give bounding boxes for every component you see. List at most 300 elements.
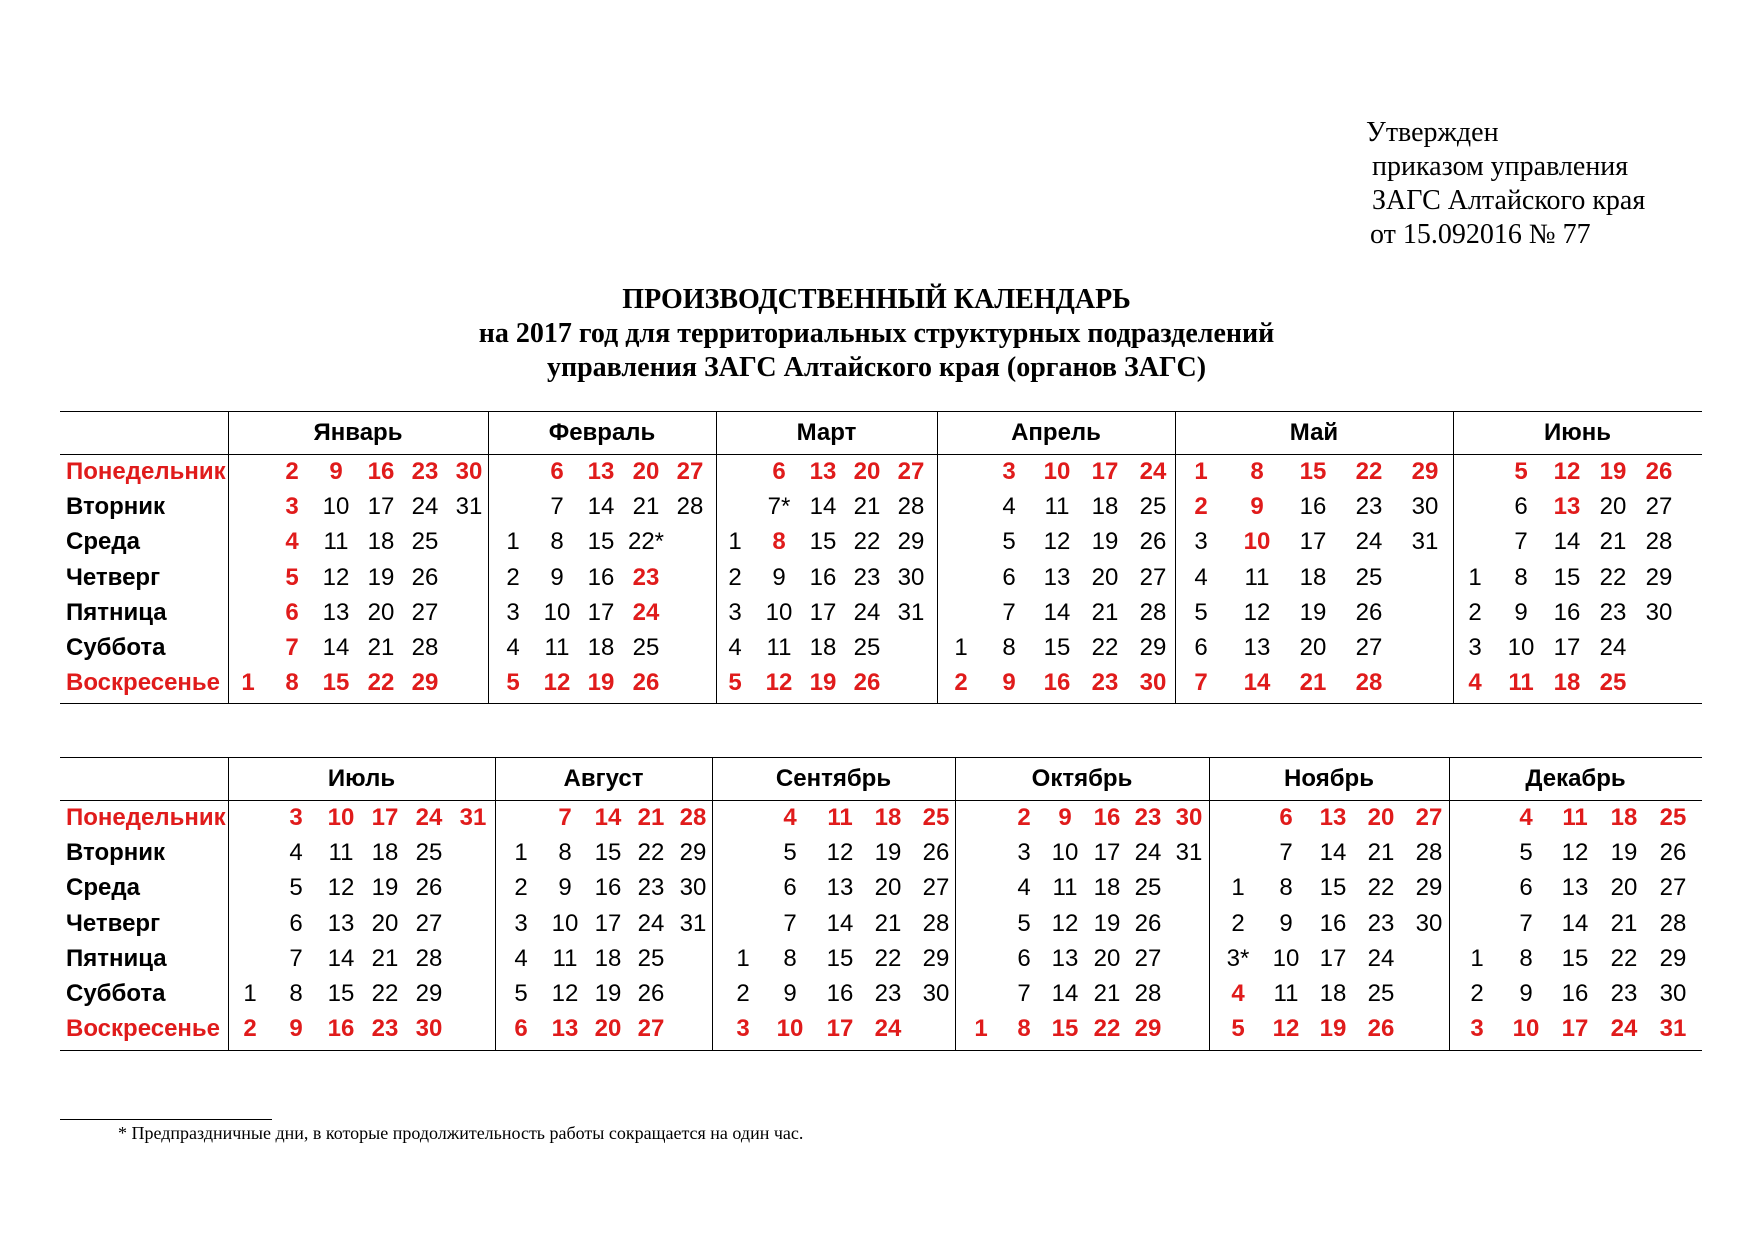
calendar-day: 9 [558, 874, 572, 902]
calendar-day: 27 [897, 458, 925, 485]
column-separator [937, 412, 938, 703]
calendar-day: 17 [371, 804, 399, 831]
calendar-day: 25 [1139, 493, 1167, 521]
calendar-day: 16 [1299, 493, 1327, 521]
calendar-day: 21 [632, 493, 660, 521]
calendar-day: 4 [1002, 493, 1016, 521]
calendar-day: 27 [411, 598, 439, 626]
calendar-day: 14 [1051, 980, 1079, 1007]
calendar-day: 9 [1002, 669, 1016, 697]
calendar-day: 13 [327, 909, 355, 937]
calendar-day: 21 [874, 909, 902, 937]
calendar-day: 11 [1052, 874, 1078, 902]
calendar-day: 9 [289, 1015, 303, 1043]
month-name: Март [796, 419, 857, 446]
calendar-day: 20 [874, 874, 902, 902]
calendar-day: 26 [1367, 1015, 1395, 1043]
calendar-day: 29 [1415, 874, 1443, 902]
calendar-day: 19 [1093, 909, 1121, 937]
calendar-day: 1 [1231, 874, 1245, 902]
calendar-day: 18 [1610, 804, 1638, 831]
calendar-day: 6 [285, 598, 299, 626]
calendar-day: 19 [1610, 839, 1638, 867]
calendar-day: 17 [1299, 528, 1327, 556]
calendar-day: 17 [1561, 1015, 1589, 1043]
weekday-label: Четверг [66, 909, 161, 937]
calendar-day: 16 [1043, 669, 1071, 697]
calendar-day: 9 [783, 980, 797, 1007]
calendar-day: 11 [323, 528, 349, 556]
calendar-day: 29 [679, 839, 707, 867]
calendar-day: 15 [587, 528, 615, 556]
calendar-day: 23 [632, 563, 660, 591]
calendar-day: 29 [411, 669, 439, 697]
calendar-day: 19 [1299, 598, 1327, 626]
calendar-day: 15 [809, 528, 837, 556]
calendar-day: 7 [550, 493, 564, 521]
weekday-label: Суббота [66, 634, 166, 661]
calendar-day: 2 [728, 563, 742, 591]
calendar-day: 5 [1231, 1015, 1245, 1043]
calendar-day: 2 [514, 874, 528, 902]
month-name: Декабрь [1525, 765, 1626, 792]
calendar-day: 19 [874, 839, 902, 867]
calendar-day: 12 [1243, 598, 1271, 626]
calendar-day: 13 [1561, 874, 1589, 902]
calendar-day: 7* [767, 493, 791, 521]
calendar-day: 18 [367, 528, 395, 556]
calendar-day: 19 [587, 669, 615, 697]
calendar-day: 25 [922, 804, 950, 831]
calendar-day: 11 [552, 944, 578, 972]
calendar-day: 30 [679, 874, 707, 902]
calendar-day: 15 [1299, 458, 1327, 485]
calendar-day: 24 [1599, 634, 1627, 661]
calendar-day: 14 [1319, 839, 1347, 867]
calendar-day: 20 [371, 909, 399, 937]
calendar-day: 18 [371, 839, 399, 867]
calendar-day: 23 [1367, 909, 1395, 937]
calendar-day: 22 [1367, 874, 1395, 902]
calendar-day: 12 [1043, 528, 1071, 556]
calendar-day: 23 [853, 563, 881, 591]
calendar-day: 13 [1043, 563, 1071, 591]
calendar-day: 24 [1610, 1015, 1638, 1043]
calendar-day: 15 [1051, 1015, 1079, 1043]
calendar-day: 27 [922, 874, 950, 902]
calendar-day: 28 [1415, 839, 1443, 867]
calendar-day: 29 [897, 528, 925, 556]
calendar-day: 7 [1017, 980, 1031, 1007]
calendar-day: 11 [1508, 669, 1534, 697]
calendar-day: 4 [1519, 804, 1533, 831]
calendar-day: 31 [1411, 528, 1439, 556]
calendar-day: 25 [1599, 669, 1627, 697]
calendar-day: 25 [1134, 874, 1162, 902]
calendar-day: 8 [285, 669, 299, 697]
calendar-day: 16 [1319, 909, 1347, 937]
calendar-day: 11 [1562, 804, 1588, 831]
calendar-day: 26 [1134, 909, 1162, 937]
calendar-day: 22 [1355, 458, 1383, 485]
calendar-day: 11 [1244, 563, 1270, 591]
weekday-label: Понедельник [66, 804, 226, 831]
calendar-day: 24 [1134, 839, 1162, 867]
calendar-day: 2 [736, 980, 750, 1007]
calendar-day: 24 [1355, 528, 1383, 556]
footnote-separator [60, 1119, 272, 1120]
calendar-day: 21 [1299, 669, 1327, 697]
calendar-day: 23 [1134, 804, 1162, 831]
calendar-day: 9 [329, 458, 343, 485]
calendar-day: 14 [1553, 528, 1581, 556]
calendar-day: 18 [874, 804, 902, 831]
calendar-day: 11 [1044, 493, 1070, 521]
calendar-day: 20 [1599, 493, 1627, 521]
calendar-day: 30 [1659, 980, 1687, 1007]
calendar-day: 24 [853, 598, 881, 626]
calendar-day: 2 [506, 563, 520, 591]
title-line-1: ПРОИЗВОДСТВЕННЫЙ КАЛЕНДАРЬ [622, 284, 1131, 315]
calendar-day: 27 [676, 458, 704, 485]
calendar-day: 8 [558, 839, 572, 867]
calendar-day: 12 [1051, 909, 1079, 937]
calendar-day: 30 [897, 563, 925, 591]
calendar-day: 11 [827, 804, 853, 831]
calendar-day: 20 [1093, 944, 1121, 972]
weekday-label: Понедельник [66, 458, 226, 485]
calendar-day: 8 [1017, 1015, 1031, 1043]
calendar-day: 20 [367, 598, 395, 626]
weekday-label: Среда [66, 528, 140, 556]
calendar-day: 28 [1355, 669, 1383, 697]
calendar-day: 17 [809, 598, 837, 626]
calendar-day: 22 [367, 669, 395, 697]
calendar-day: 20 [1091, 563, 1119, 591]
calendar-day: 20 [853, 458, 881, 485]
calendar-day: 3 [1194, 528, 1208, 556]
calendar-day: 13 [587, 458, 615, 485]
calendar-day: 12 [1272, 1015, 1300, 1043]
calendar-day: 5 [506, 669, 520, 697]
calendar-day: 2 [1194, 493, 1208, 521]
calendar-day: 30 [1139, 669, 1167, 697]
calendar-day: 4 [1231, 980, 1245, 1007]
calendar-day: 6 [783, 874, 797, 902]
calendar-day: 10 [1043, 458, 1071, 485]
calendar-day: 22 [371, 980, 399, 1007]
calendar-day: 5 [1194, 598, 1208, 626]
calendar-day: 18 [594, 944, 622, 972]
calendar-day: 14 [327, 944, 355, 972]
weekday-label: Среда [66, 874, 140, 902]
calendar-day: 16 [587, 563, 615, 591]
calendar-day: 26 [1645, 458, 1673, 485]
calendar-day: 17 [826, 1015, 854, 1043]
calendar-day: 17 [1319, 944, 1347, 972]
calendar-day: 23 [874, 980, 902, 1007]
calendar-day: 15 [327, 980, 355, 1007]
calendar-day: 29 [415, 980, 443, 1007]
calendar-day: 7 [783, 909, 797, 937]
column-separator [495, 758, 496, 1050]
calendar-day: 14 [826, 909, 854, 937]
calendar-day: 18 [587, 634, 615, 661]
calendar-day: 22 [637, 839, 665, 867]
calendar-day: 4 [514, 944, 528, 972]
calendar-day: 11 [1273, 980, 1299, 1007]
calendar-day: 20 [1299, 634, 1327, 661]
calendar-day: 30 [415, 1015, 443, 1043]
calendar-day: 16 [367, 458, 395, 485]
calendar-day: 25 [1659, 804, 1687, 831]
calendar-day: 21 [371, 944, 399, 972]
calendar-day: 3* [1226, 944, 1250, 972]
calendar-day: 10 [776, 1015, 804, 1043]
calendar-day: 8 [1279, 874, 1293, 902]
calendar-day: 3 [1017, 839, 1031, 867]
calendar-day: 28 [1659, 909, 1687, 937]
calendar-day: 6 [1194, 634, 1208, 661]
calendar-day: 18 [1319, 980, 1347, 1007]
calendar-day: 7 [558, 804, 572, 831]
calendar-day: 25 [1355, 563, 1383, 591]
calendar-day: 31 [679, 909, 707, 937]
calendar-day: 22 [1599, 563, 1627, 591]
calendar-day: 19 [371, 874, 399, 902]
calendar-day: 16 [594, 874, 622, 902]
calendar-day: 4 [1017, 874, 1031, 902]
calendar-day: 4 [728, 634, 742, 661]
calendar-day: 10 [327, 804, 355, 831]
calendar-day: 11 [766, 634, 792, 661]
calendar-day: 1 [954, 634, 968, 661]
calendar-day: 10 [322, 493, 350, 521]
calendar-day: 4 [285, 528, 299, 556]
approval-line-3: ЗАГС Алтайского края [1372, 185, 1646, 216]
title-line-2: на 2017 год для территориальных структурных подразделений [478, 318, 1275, 349]
calendar-day: 12 [1561, 839, 1589, 867]
calendar-day: 15 [322, 669, 350, 697]
calendar-day: 15 [1561, 944, 1589, 972]
calendar-day: 25 [853, 634, 881, 661]
calendar-day: 12 [765, 669, 793, 697]
calendar-day: 28 [1645, 528, 1673, 556]
calendar-day: 14 [322, 634, 350, 661]
calendar-day: 16 [1553, 598, 1581, 626]
calendar-day: 30 [1645, 598, 1673, 626]
calendar-day: 28 [1134, 980, 1162, 1007]
approval-line-4: от 15.092016 № 77 [1370, 219, 1591, 250]
calendar-day: 12 [322, 563, 350, 591]
calendar-day: 2 [1231, 909, 1245, 937]
calendar-day: 3 [1470, 1015, 1484, 1043]
calendar-day: 10 [1512, 1015, 1540, 1043]
calendar-day: 13 [322, 598, 350, 626]
calendar-day: 28 [676, 493, 704, 521]
calendar-day: 1 [1470, 944, 1484, 972]
month-name: Январь [313, 419, 403, 446]
calendar-day: 13 [1243, 634, 1271, 661]
calendar-day: 11 [544, 634, 570, 661]
calendar-day: 17 [1091, 458, 1119, 485]
calendar-day: 25 [632, 634, 660, 661]
calendar-day: 9 [550, 563, 564, 591]
calendar-day: 12 [551, 980, 579, 1007]
calendar-day: 4 [783, 804, 797, 831]
calendar-day: 7 [285, 634, 299, 661]
calendar-day: 12 [327, 874, 355, 902]
calendar-day: 5 [1017, 909, 1031, 937]
calendar-day: 9 [772, 563, 786, 591]
calendar-day: 14 [1043, 598, 1071, 626]
calendar-day: 8 [783, 944, 797, 972]
weekday-label: Вторник [66, 839, 166, 867]
calendar-day: 24 [637, 909, 665, 937]
calendar-day: 1 [736, 944, 750, 972]
calendar-day: 23 [371, 1015, 399, 1043]
calendar-day: 15 [1553, 563, 1581, 591]
calendar-day: 31 [455, 493, 483, 521]
calendar-day: 12 [1553, 458, 1581, 485]
month-name: Июнь [1544, 419, 1611, 446]
calendar-day: 8 [550, 528, 564, 556]
calendar-day: 21 [853, 493, 881, 521]
calendar-day: 1 [243, 980, 257, 1007]
calendar-day: 19 [367, 563, 395, 591]
calendar-day: 26 [632, 669, 660, 697]
calendar-day: 13 [1051, 944, 1079, 972]
calendar-day: 25 [415, 839, 443, 867]
calendar-day: 29 [1411, 458, 1439, 485]
calendar-day: 16 [1561, 980, 1589, 1007]
calendar-day: 25 [637, 944, 665, 972]
calendar-day: 21 [1610, 909, 1638, 937]
calendar-day: 27 [1139, 563, 1167, 591]
calendar-day: 4 [506, 634, 520, 661]
month-name: Август [563, 765, 644, 792]
calendar-day: 26 [922, 839, 950, 867]
calendar-day: 2 [285, 458, 299, 485]
calendar-day: 22 [1091, 634, 1119, 661]
calendar-day: 17 [594, 909, 622, 937]
calendar-day: 24 [1139, 458, 1167, 485]
calendar-day: 11 [328, 839, 354, 867]
weekday-label: Пятница [66, 944, 167, 972]
calendar-day: 8 [1002, 634, 1016, 661]
calendar-day: 29 [922, 944, 950, 972]
calendar-day: 19 [594, 980, 622, 1007]
month-name: Октябрь [1031, 765, 1133, 792]
calendar-day: 10 [551, 909, 579, 937]
calendar-day: 26 [1355, 598, 1383, 626]
calendar-day: 2 [1470, 980, 1484, 1007]
calendar-day: 16 [1093, 804, 1121, 831]
calendar-day: 24 [1367, 944, 1395, 972]
calendar-table-first-half [60, 411, 1702, 704]
calendar-day: 16 [826, 980, 854, 1007]
calendar-day: 3 [285, 493, 299, 521]
calendar-day: 5 [783, 839, 797, 867]
calendar-day: 10 [1051, 839, 1079, 867]
calendar-day: 30 [922, 980, 950, 1007]
calendar-day: 1 [241, 669, 255, 697]
calendar-day: 13 [551, 1015, 579, 1043]
calendar-day: 20 [1367, 804, 1395, 831]
calendar-day: 9 [1058, 804, 1072, 831]
footnote: * Предпраздничные дни, в которые продолжительность работы сокращается на один час. [118, 1123, 804, 1143]
calendar-day: 30 [1411, 493, 1439, 521]
calendar-day: 3 [736, 1015, 750, 1043]
calendar-day: 23 [1599, 598, 1627, 626]
calendar-day: 2 [1017, 804, 1031, 831]
calendar-day: 21 [1367, 839, 1395, 867]
calendar-day: 24 [632, 598, 660, 626]
calendar-day: 22 [853, 528, 881, 556]
calendar-day: 22 [1610, 944, 1638, 972]
calendar-day: 4 [1194, 563, 1208, 591]
approval-stamp [1366, 116, 1645, 252]
month-name: Май [1289, 419, 1339, 446]
calendar-day: 3 [1468, 634, 1482, 661]
calendar-day: 27 [1645, 493, 1673, 521]
calendar-day: 29 [1134, 1015, 1162, 1043]
weekday-label: Суббота [66, 980, 166, 1007]
calendar-day: 24 [415, 804, 443, 831]
calendar-day: 1 [506, 528, 520, 556]
calendar-day: 17 [1093, 839, 1121, 867]
calendar-day: 21 [1093, 980, 1121, 1007]
document-title [0, 283, 1753, 385]
calendar-day: 29 [1139, 634, 1167, 661]
month-name: Апрель [1011, 419, 1101, 446]
calendar-day: 9 [1514, 598, 1528, 626]
calendar-day: 26 [1139, 528, 1167, 556]
calendar-day: 15 [1043, 634, 1071, 661]
calendar-day: 13 [1319, 804, 1347, 831]
calendar-day: 7 [1519, 909, 1533, 937]
calendar-day: 9 [1250, 493, 1264, 521]
calendar-day: 17 [587, 598, 615, 626]
calendar-day: 13 [809, 458, 837, 485]
calendar-day: 1 [1468, 563, 1482, 591]
calendar-day: 21 [1091, 598, 1119, 626]
calendar-day: 21 [1599, 528, 1627, 556]
calendar-day: 27 [1415, 804, 1443, 831]
calendar-day: 1 [514, 839, 528, 867]
calendar-day: 9 [1519, 980, 1533, 1007]
calendar-day: 31 [459, 804, 487, 831]
calendar-day: 24 [874, 1015, 902, 1043]
calendar-day: 12 [543, 669, 571, 697]
calendar-day: 15 [826, 944, 854, 972]
calendar-day: 7 [289, 944, 303, 972]
month-name: Июль [327, 765, 396, 792]
calendar-day: 2 [1468, 598, 1482, 626]
calendar-day: 6 [1017, 944, 1031, 972]
calendar-day: 20 [632, 458, 660, 485]
month-name: Ноябрь [1284, 765, 1374, 792]
calendar-day: 8 [1519, 944, 1533, 972]
calendar-day: 20 [594, 1015, 622, 1043]
calendar-day: 13 [1553, 493, 1581, 521]
calendar-day: 23 [637, 874, 665, 902]
approval-line-1: Утвержден [1366, 117, 1499, 148]
calendar-day: 14 [1243, 669, 1271, 697]
calendar-day: 5 [728, 669, 742, 697]
calendar-day: 10 [1243, 528, 1271, 556]
calendar-day: 28 [411, 634, 439, 661]
